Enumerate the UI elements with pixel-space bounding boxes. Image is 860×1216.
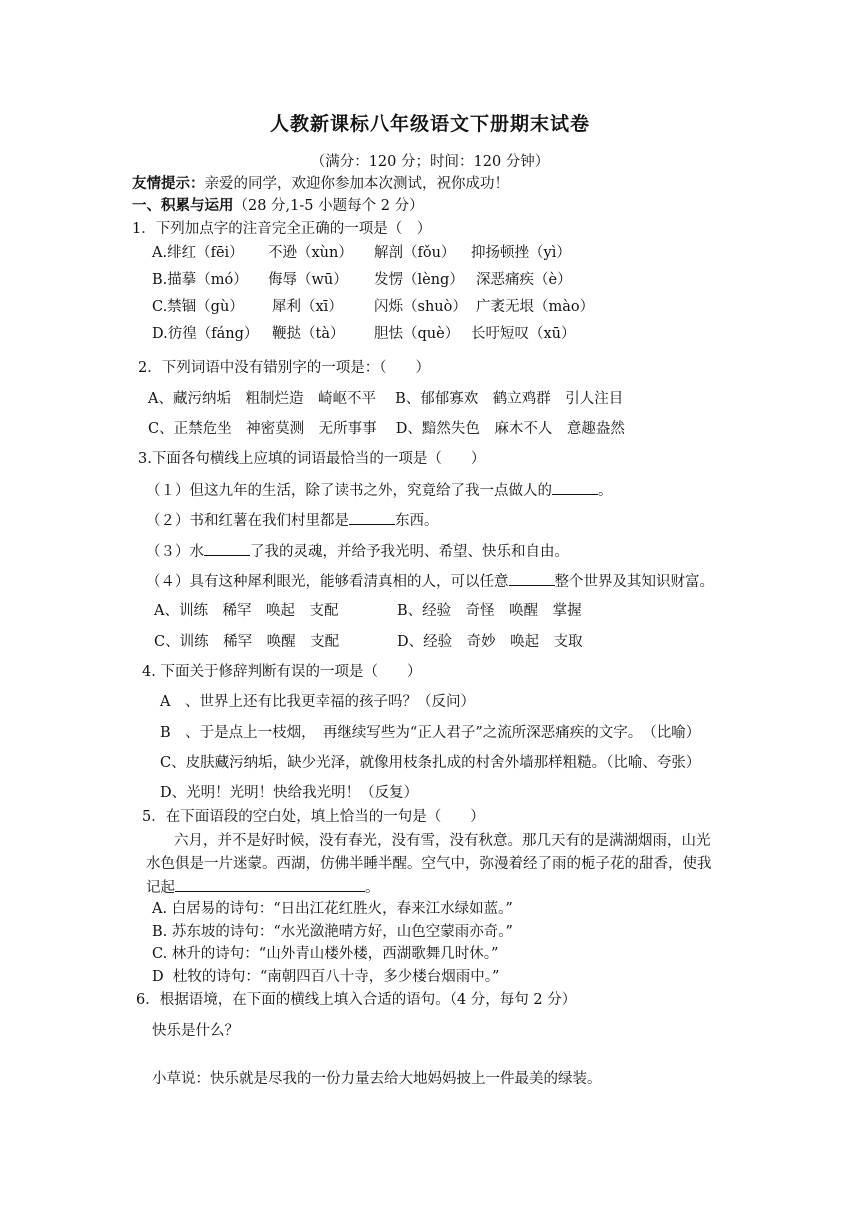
answer-blank (175, 877, 365, 892)
sentence-text: （１）但这九年的生活，除了读书之外，究竟给了我一点做人的 (146, 483, 552, 499)
q3-option: D、经验 奇妙 唤起 支取 (397, 634, 583, 650)
q1-option: 闪烁（shuò） (374, 299, 467, 315)
q1-option: 胆怯（què） (374, 326, 460, 342)
sentence-text: 整个世界及其知识财富。 (554, 574, 714, 590)
q5-stem: 5．在下面语段的空白处，填上恰当的一句是（ ） (142, 809, 485, 825)
q1-option: 抑扬顿挫（yì） (471, 245, 571, 261)
answer-blank (204, 541, 250, 556)
q1-option: 鞭挞（tà） (272, 326, 345, 342)
q1-option: 不逊（xùn） (268, 245, 353, 261)
q4-option: D、光明！光明！快给我光明！（反复） (160, 785, 419, 801)
q3-sentence (146, 541, 569, 562)
q5-option: B. 苏东坡的诗句：“水光潋滟晴方好，山色空蒙雨亦奇。” (152, 924, 513, 940)
q1-option: 广袤无垠（mào） (476, 299, 595, 315)
q1-option: C.禁锢（gù） (152, 299, 244, 315)
page-subtitle: （满分：120 分；时间：120 分钟） (310, 154, 550, 170)
q4-option: C、皮肤藏污纳垢，缺少光泽，就像用枝条扎成的村舍外墙那样粗糙。（比喻、夸张） (160, 755, 701, 771)
answer-blank (349, 510, 395, 525)
q1-option: D.彷徨（fáng） (152, 326, 259, 342)
q6-stem: 6．根据语境，在下面的横线上填入合适的语句。（4 分，每句 2 分） (136, 992, 577, 1008)
section-heading (132, 196, 424, 216)
q1-option: 侮辱（wū） (268, 272, 348, 288)
q5-option: A. 白居易的诗句：“日出江花红胜火，春来江水绿如蓝。” (152, 901, 513, 917)
sentence-text: 东西。 (395, 513, 439, 529)
q3-sentence (146, 571, 714, 592)
q1-option: B.描摹（mó） (152, 272, 248, 288)
q2-options-line: A、藏污纳垢 粗制烂造 崎岖不平 B、郁郁寡欢 鹤立鸡群 引人注目 (148, 391, 624, 407)
q4-stem: 4. 下面关于修辞判断有误的一项是（ ） (142, 664, 422, 680)
q1-option: 发愣（lèng） (374, 272, 464, 288)
q3-option: A、训练 稀罕 唤起 支配 (154, 603, 339, 619)
paragraph-text: 。 (365, 880, 380, 896)
q1-option: A.绯红（fēi） (152, 245, 244, 261)
q3-sentence (146, 510, 439, 531)
q1-option: 解剖（fǒu） (374, 245, 456, 261)
paragraph-text: 记起 (146, 880, 175, 896)
q2-options-line: C、正禁危坐 神密莫测 无所事事 D、黯然失色 麻木不人 意趣盎然 (148, 421, 625, 437)
q4-option: B 、于是点上一枝烟， 再继续写些为“正人君子”之流所深恶痛疾的文字。 （比喻） (160, 725, 701, 741)
q5-paragraph: 水色俱是一片迷蒙。西湖，仿佛半睡半醒。空气中，弥漫着经了雨的栀子花的甜香，使我 (146, 856, 712, 872)
q1-stem: 1．下列加点字的注音完全正确的一项是（ ） (132, 221, 432, 237)
tip-label: 友情提示： (132, 175, 205, 192)
q1-option: 深恶痛疾（è） (476, 272, 572, 288)
answer-blank (509, 571, 555, 586)
q1-option: 犀利（xī） (272, 299, 343, 315)
q6-text: 小草说：快乐就是尽我的一份力量去给大地妈妈披上一件最美的绿装。 (152, 1071, 602, 1087)
q2-stem: 2．下列词语中没有错别字的一项是：（ ） (138, 360, 430, 376)
q5-option: C. 林升的诗句：“山外青山楼外楼，西湖歌舞几时休。” (152, 946, 499, 962)
answer-blank (552, 480, 598, 495)
q6-text: 快乐是什么？ (152, 1023, 239, 1039)
q4-option: A 、世界上还有比我更幸福的孩子吗？（反问） (160, 694, 475, 710)
sentence-text: 了我的灵魂，并给予我光明、希望、快乐和自由。 (250, 544, 569, 560)
section-title: 一、积累与运用 (132, 197, 234, 214)
sentence-text: 。 (598, 483, 613, 499)
q3-stem: 3.下面各句横线上应填的词语最恰当的一项是（ ） (138, 451, 486, 467)
q3-sentence (146, 480, 613, 501)
page-title: 人教新课标八年级语文下册期末试卷 (269, 113, 590, 135)
sentence-text: （４）具有这种犀利眼光，能够看清真相的人，可以任意 (146, 574, 509, 590)
tip-line (132, 174, 509, 194)
sentence-text: （３）水 (146, 544, 204, 560)
q5-option: D 杜牧的诗句：“南朝四百八十寺，多少楼台烟雨中。” (152, 969, 500, 985)
q3-option: B、经验 奇怪 唤醒 掌握 (397, 603, 582, 619)
q5-paragraph: 六月，并不是好时候，没有春光，没有雪，没有秋意。那几天有的是满湖烟雨，山光 (174, 833, 711, 849)
q5-paragraph (146, 877, 380, 898)
sentence-text: （２）书和红薯在我们村里都是 (146, 513, 349, 529)
tip-text: 亲爱的同学，欢迎你参加本次测试，祝你成功！ (204, 176, 509, 192)
section-note: （28 分,1-5 小题每个 2 分） (233, 198, 424, 214)
q1-option: 长吁短叹（xū） (471, 326, 576, 342)
q3-option: C、训练 稀罕 唤醒 支配 (154, 634, 340, 650)
